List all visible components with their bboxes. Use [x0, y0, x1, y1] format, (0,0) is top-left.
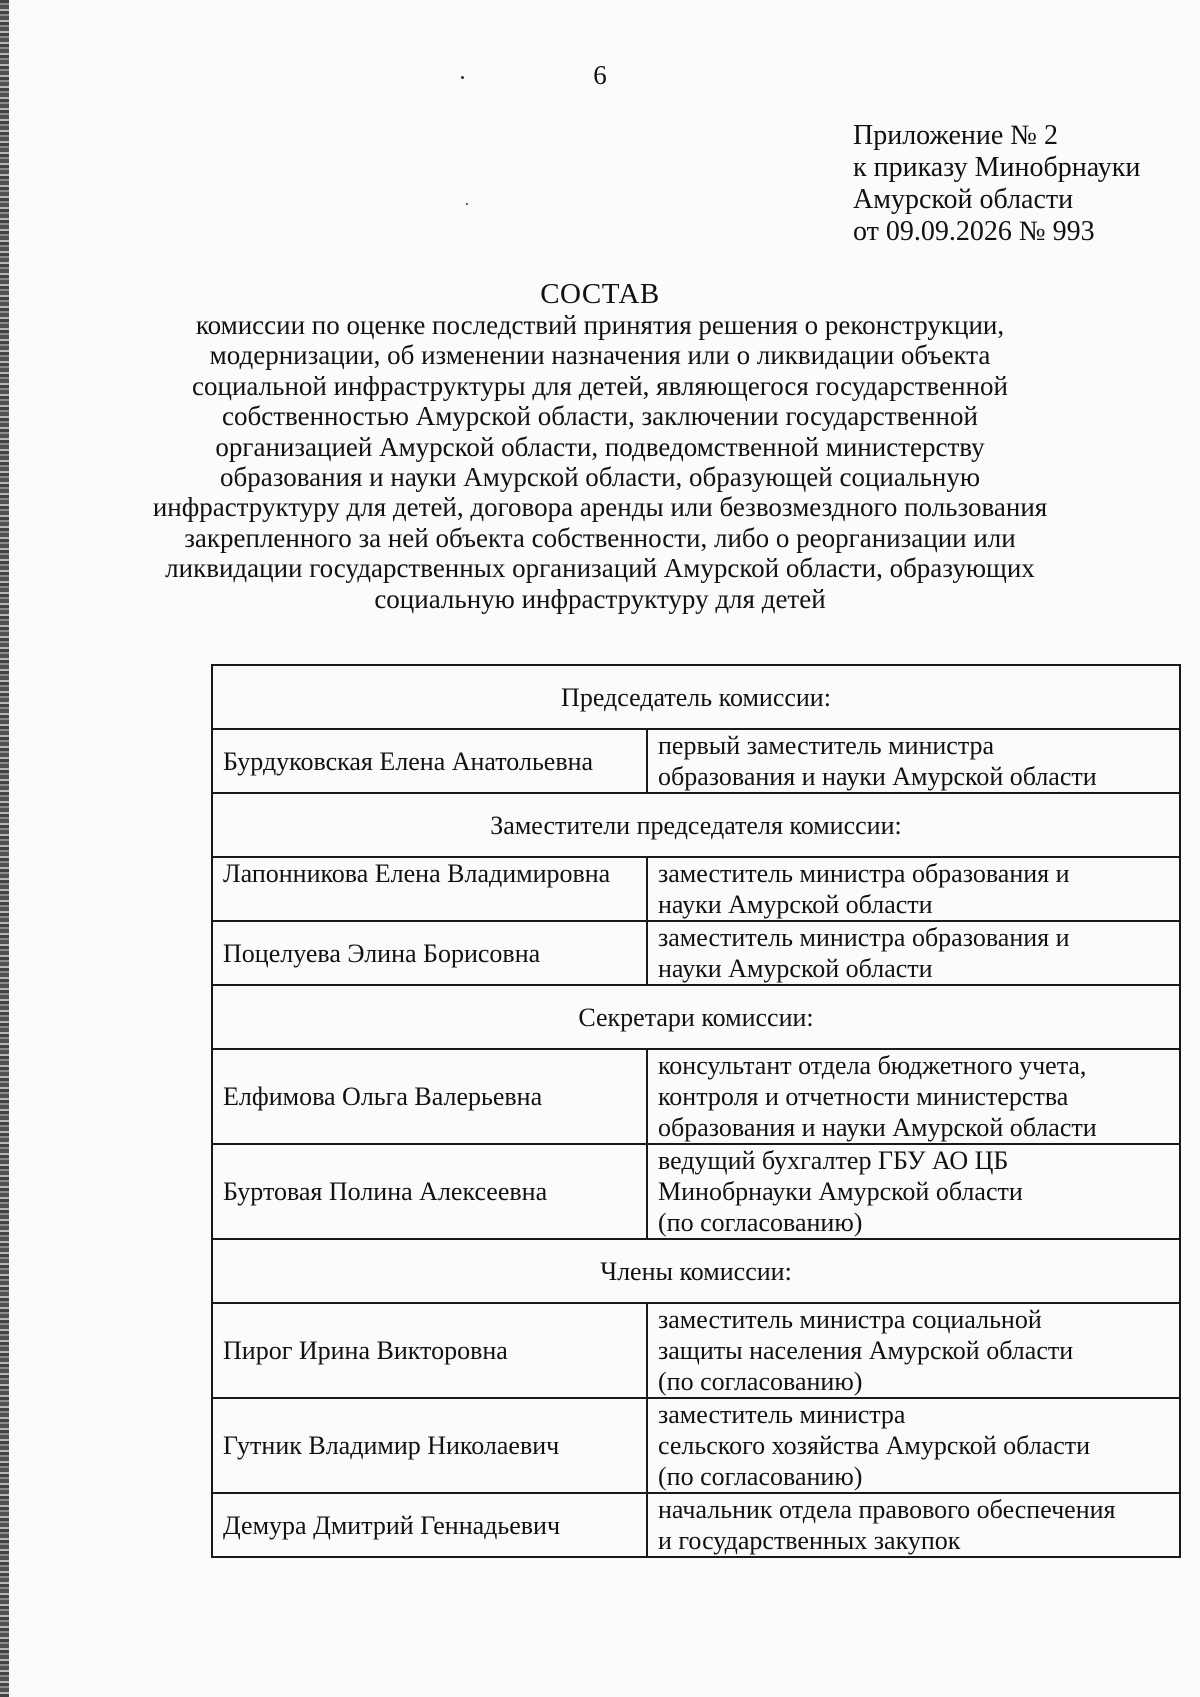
- post-line: консультант отдела бюджетного учета,: [658, 1051, 1087, 1080]
- member-row: [212, 729, 1180, 793]
- commission-table: [211, 664, 1181, 1558]
- post-line: сельского хозяйства Амурской области: [658, 1431, 1091, 1460]
- appendix-line: от 09.09.2026 № 993: [853, 216, 1095, 247]
- member-row: [212, 1144, 1180, 1239]
- page-number: 6: [593, 60, 607, 90]
- post-line: Минобрнауки Амурской области: [658, 1177, 1023, 1206]
- post-line: (по согласованию): [658, 1208, 863, 1237]
- post-line: (по согласованию): [658, 1367, 863, 1396]
- member-row: [212, 1398, 1180, 1493]
- document-subtitle: [152, 310, 1048, 614]
- section-header-row: [212, 985, 1180, 1049]
- member-name: Пирог Ирина Викторовна: [212, 1303, 647, 1398]
- subtitle-line: социальной инфраструктуры для детей, являющегося государственной: [192, 370, 1008, 401]
- appendix-line: к приказу Минобрнауки: [853, 152, 1141, 183]
- member-name: Гутник Владимир Николаевич: [212, 1398, 647, 1493]
- subtitle-line: социальную инфраструктуру для детей: [374, 583, 826, 614]
- member-name: Поцелуева Элина Борисовна: [212, 921, 647, 985]
- post-line: науки Амурской области: [658, 890, 933, 919]
- post-line: и государственных закупок: [658, 1526, 961, 1555]
- member-name: Демура Дмитрий Геннадьевич: [212, 1493, 647, 1557]
- member-row: [212, 1049, 1180, 1144]
- member-post: [647, 1398, 1180, 1493]
- post-line: заместитель министра образования и: [658, 923, 1070, 952]
- member-name: Бурдуковская Елена Анатольевна: [212, 729, 647, 793]
- post-line: образования и науки Амурской области: [658, 762, 1097, 791]
- member-row: [212, 857, 1180, 921]
- subtitle-line: образования и науки Амурской области, образующей социальную: [220, 462, 980, 493]
- post-line: науки Амурской области: [658, 954, 933, 983]
- member-name: Буртовая Полина Алексеевна: [212, 1144, 647, 1239]
- scan-speck: [466, 203, 468, 205]
- scan-edge: [0, 0, 9, 1697]
- section-heading: Члены комиссии:: [212, 1239, 1180, 1303]
- subtitle-line: собственностью Амурской области, заключении государственной: [222, 401, 978, 432]
- member-post: [647, 1493, 1180, 1557]
- document-title: СОСТАВ: [540, 278, 660, 310]
- member-post: [647, 1049, 1180, 1144]
- appendix-header: [853, 120, 1140, 248]
- subtitle-line: инфраструктуру для детей, договора аренды или безвозмездного пользования: [152, 492, 1048, 523]
- subtitle-line: комиссии по оценке последствий принятия решения о реконструкции,: [195, 310, 1005, 340]
- subtitle-line: закрепленного за ней объекта собственности, либо о реорганизации или: [184, 522, 1016, 553]
- post-line: заместитель министра социальной: [658, 1305, 1042, 1334]
- post-line: начальник отдела правового обеспечения: [658, 1495, 1116, 1524]
- subtitle-line: организацией Амурской области, подведомственной министерству: [215, 431, 985, 462]
- member-post: [647, 921, 1180, 985]
- section-header-row: [212, 1239, 1180, 1303]
- member-row: [212, 921, 1180, 985]
- section-heading: Председатель комиссии:: [212, 665, 1180, 729]
- member-post: [647, 1144, 1180, 1239]
- post-line: заместитель министра: [658, 1400, 906, 1429]
- member-name: Елфимова Ольга Валерьевна: [212, 1049, 647, 1144]
- post-line: защиты населения Амурской области: [658, 1336, 1074, 1365]
- member-row: [212, 1303, 1180, 1398]
- member-post: [647, 1303, 1180, 1398]
- appendix-line: Амурской области: [853, 184, 1074, 215]
- post-line: контроля и отчетности министерства: [658, 1082, 1069, 1111]
- member-post: [647, 857, 1180, 921]
- post-line: (по согласованию): [658, 1462, 863, 1491]
- section-heading: Заместители председателя комиссии:: [212, 793, 1180, 857]
- member-row: [212, 1493, 1180, 1557]
- post-line: заместитель министра образования и: [658, 859, 1070, 888]
- section-heading: Секретари комиссии:: [212, 985, 1180, 1049]
- section-header-row: [212, 793, 1180, 857]
- post-line: первый заместитель министра: [658, 731, 995, 760]
- appendix-line: Приложение № 2: [853, 120, 1058, 151]
- post-line: ведущий бухгалтер ГБУ АО ЦБ: [658, 1146, 1009, 1175]
- member-name: Лапонникова Елена Владимировна: [212, 857, 647, 921]
- post-line: образования и науки Амурской области: [658, 1113, 1097, 1142]
- member-post: [647, 729, 1180, 793]
- section-header-row: [212, 665, 1180, 729]
- subtitle-line: ликвидации государственных организаций Амурской области, образующих: [165, 553, 1035, 584]
- subtitle-line: модернизации, об изменении назначения или о ликвидации объекта: [209, 340, 991, 371]
